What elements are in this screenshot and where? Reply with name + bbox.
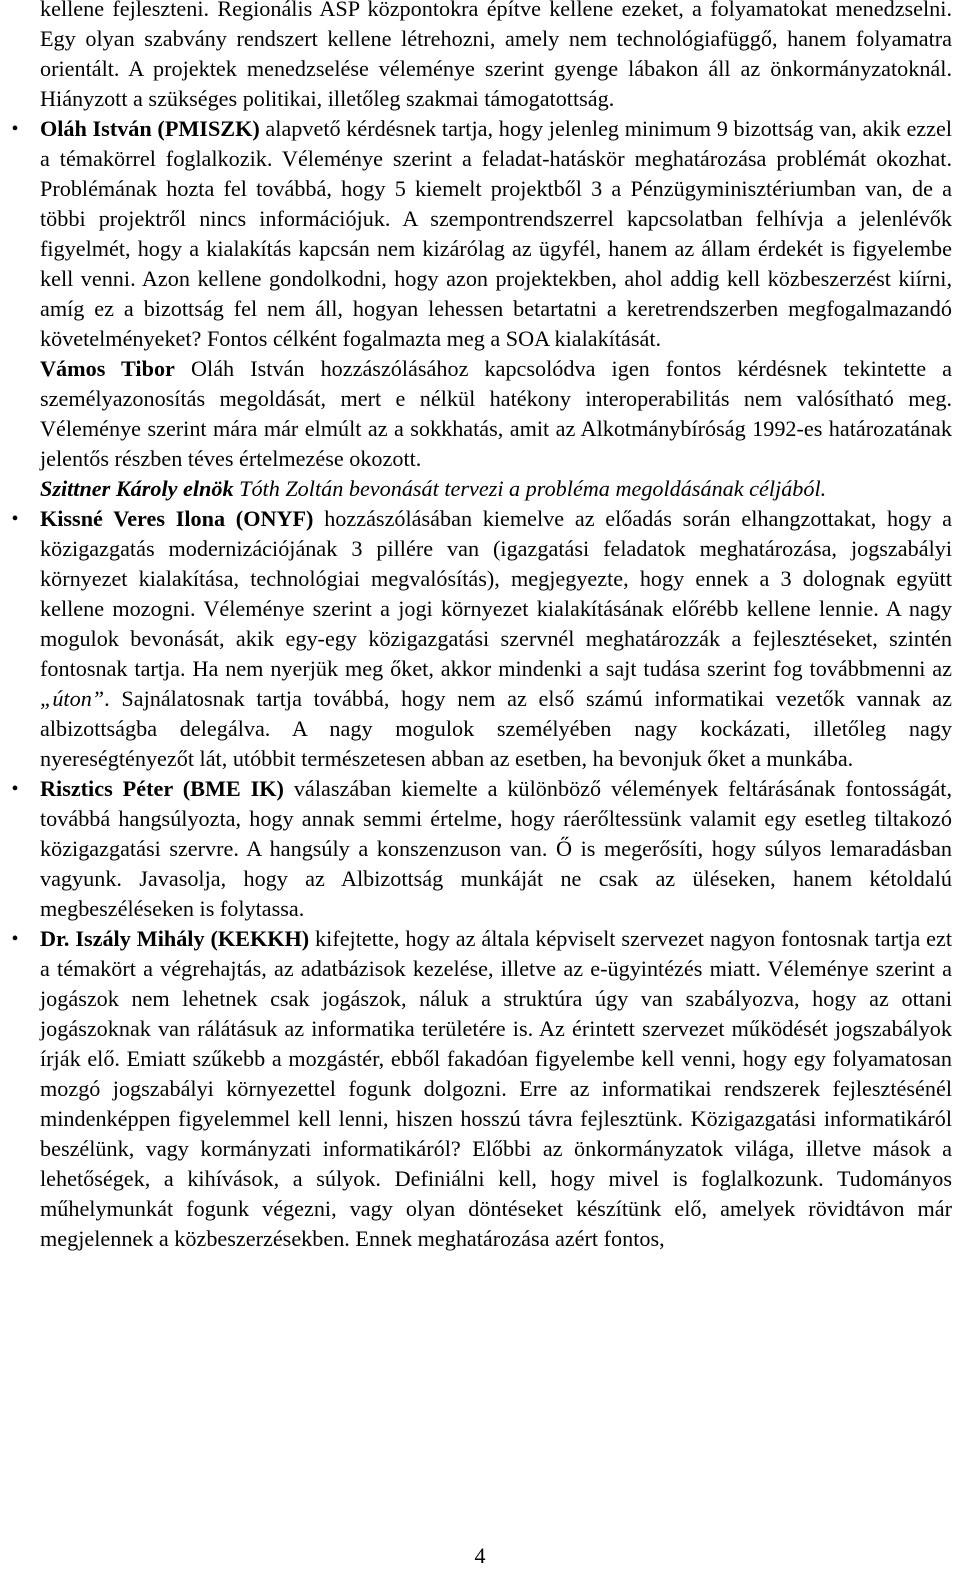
speaker-name: Oláh István (PMISZK)	[40, 116, 260, 141]
quoted-word: „úton”	[40, 686, 105, 711]
speaker-name: Dr. Iszály Mihály (KEKKH)	[40, 926, 310, 951]
paragraph-text: Tóth Zoltán bevonását tervezi a probléma megoldásának céljából.	[233, 476, 827, 501]
paragraph-text: alapvető kérdésnek tartja, hogy jelenleg minimum 9 bizottság van, akik ezzel a témakörrel foglalkozik. Véleménye szerint a feladat-hatáskör meghatározása problémát okozhat. Problémának hozta fel továbbá, hogy 5 kiemelt projektből 3 a Pénzügyminisztériumban van, de a többi projektről nincs információjuk. A szempontrendszerrel kapcsolatban felhívja a jelenlévők figyelmét, hogy a kialakítás kapcsán nem kizárólag az ügyfél, hanem az állam érdekét is figyelembe kell venni. Azon kellene gondolkodni, hogy azon projektekben, ahol addig kell közbeszerzést kiírni, amíg ez a bizottság fel nem áll, hogyan lehessen betartatni a keretrendszerben megfogalmazandó követelményeket? Fontos célként fogalmazta meg a SOA kialakítását.	[40, 116, 952, 351]
paragraph-text: válaszában kiemelte a különböző vélemények feltárásának fontosságát, továbbá hangsúlyozta, hogy annak semmi értelme, hogy ráerőltessünk valamit egy esetleg tiltakozó közigazgatási szervre. A hangsúly a konszenzuson van. Ő is megerősíti, hogy súlyos lemaradásban vagyunk. Javasolja, hogy az Albizottság munkáját ne csak az üléseken, hanem kétoldalú megbeszéléseken is folytassa.	[40, 776, 953, 921]
speaker-name: Vámos Tibor	[40, 356, 175, 381]
paragraph-iszaly	[40, 924, 952, 1254]
speaker-name: Risztics Péter (BME IK)	[40, 776, 284, 801]
list-item-olah	[11, 114, 952, 504]
list-item-iszaly	[11, 924, 952, 1254]
bullet-icon: •	[11, 118, 19, 140]
list-item-risztics	[11, 774, 953, 924]
page-number: 4	[474, 1543, 486, 1568]
intro-paragraph: kellene fejleszteni. Regionális ASP központokra építve kellene ezeket, a folyamatokat menedzselni. Egy olyan szabvány rendszert kellene létrehozni, amely nem technológiafüggő, hanem folyamatra orientált. A projektek menedzselése véleménye szerint gyenge lábakon áll az önkormányzatoknál. Hiányzott a szükséges politikai, illetőleg szakmai támogatottság.	[40, 0, 952, 111]
speaker-name: Kissné Veres Ilona (ONYF)	[40, 506, 314, 531]
paragraph-vamos	[40, 354, 952, 474]
paragraph-olah	[40, 114, 952, 354]
bullet-icon: •	[11, 508, 19, 530]
bullet-icon: •	[11, 928, 19, 950]
paragraph-kissne	[40, 504, 952, 774]
paragraph-text: hozzászólásában kiemelve az előadás során elhangzottakat, hogy a közigazgatás modernizációjának 3 pillére van (igazgatási feladatok meghatározása, jogszabályi környezet kialakítása, technológiai megvalósítás), megjegyezte, hogy ennek a 3 dolognak együtt kellene mozogni. Véleménye szerint a jogi környezet kialakításának előrébb kellene lennie. A nagy mogulok bevonását, akik egy-egy közigazgatási szervnél meghatározzák a fejlesztéseket, szintén fontosnak tartja. Ha nem nyerjük meg őket, akkor mindenki a sajt tudása szerint fog továbbmenni az	[40, 506, 953, 681]
paragraph-risztics	[40, 774, 952, 924]
paragraph-szittner	[40, 474, 952, 504]
paragraph-text: kifejtette, hogy az általa képviselt szervezet nagyon fontosnak tartja ezt a témakört a végrehajtás, az adatbázisok kezelése, illetve az e-ügyintézés miatt. Véleménye szerint a jogászok nem lehetnek csak jogászok, náluk a struktúra úgy van szabályozva, hogy az ottani jogászoknak van rálátásuk az informatika területére is. Az érintett szervezet működését jogszabályok írják elő. Emiatt szűkebb a mozgástér, ebből fakadóan figyelembe kell venni, hogy egy folyamatosan mozgó jogszabályi környezettel fogunk dolgozni. Erre az informatikai rendszerek fejlesztésénél mindenképpen figyelemmel kell lenni, hiszen hosszú távra fejlesztünk. Közigazgatási informatikáról beszélünk, vagy kormányzati informatikáról? Előbbi az önkormányzatok világa, illetve mások a lehetőségek, a kihívások, a súlyok. Definiálni kell, hogy mivel is foglalkozunk. Tudományos műhelymunkát fogunk végezni, vagy olyan döntéseket készítünk elő, amelyek rövidtávon már megjelennek a közbeszerzésekben. Ennek meghatározása azért fontos,	[40, 926, 952, 1251]
bullet-icon: •	[11, 778, 19, 800]
paragraph-text: Oláh István hozzászólásához kapcsolódva igen fontos kérdésnek tekintette a személyazonosítás megoldását, mert e nélkül hatékony interoperabilitás nem valósítható meg. Véleménye szerint mára már elmúlt az a sokkhatás, amit az Alkotmánybíróság 1992-es határozatának jelentős részben téves értelmezése okozott.	[40, 356, 952, 471]
speaker-name: Szittner Károly elnök	[40, 476, 234, 501]
document-body	[11, 0, 953, 1254]
list-item-kissne	[11, 504, 953, 774]
paragraph-text: . Sajnálatosnak tartja továbbá, hogy nem az első számú informatikai vezetők vannak az albizottságba delegálva. A nagy mogulok személyében nagy kockázati, illetőleg nagy nyereségtényezőt lát, utóbbit természetesen abban az esetben, ha bevonjuk őket a munkába.	[40, 686, 952, 771]
